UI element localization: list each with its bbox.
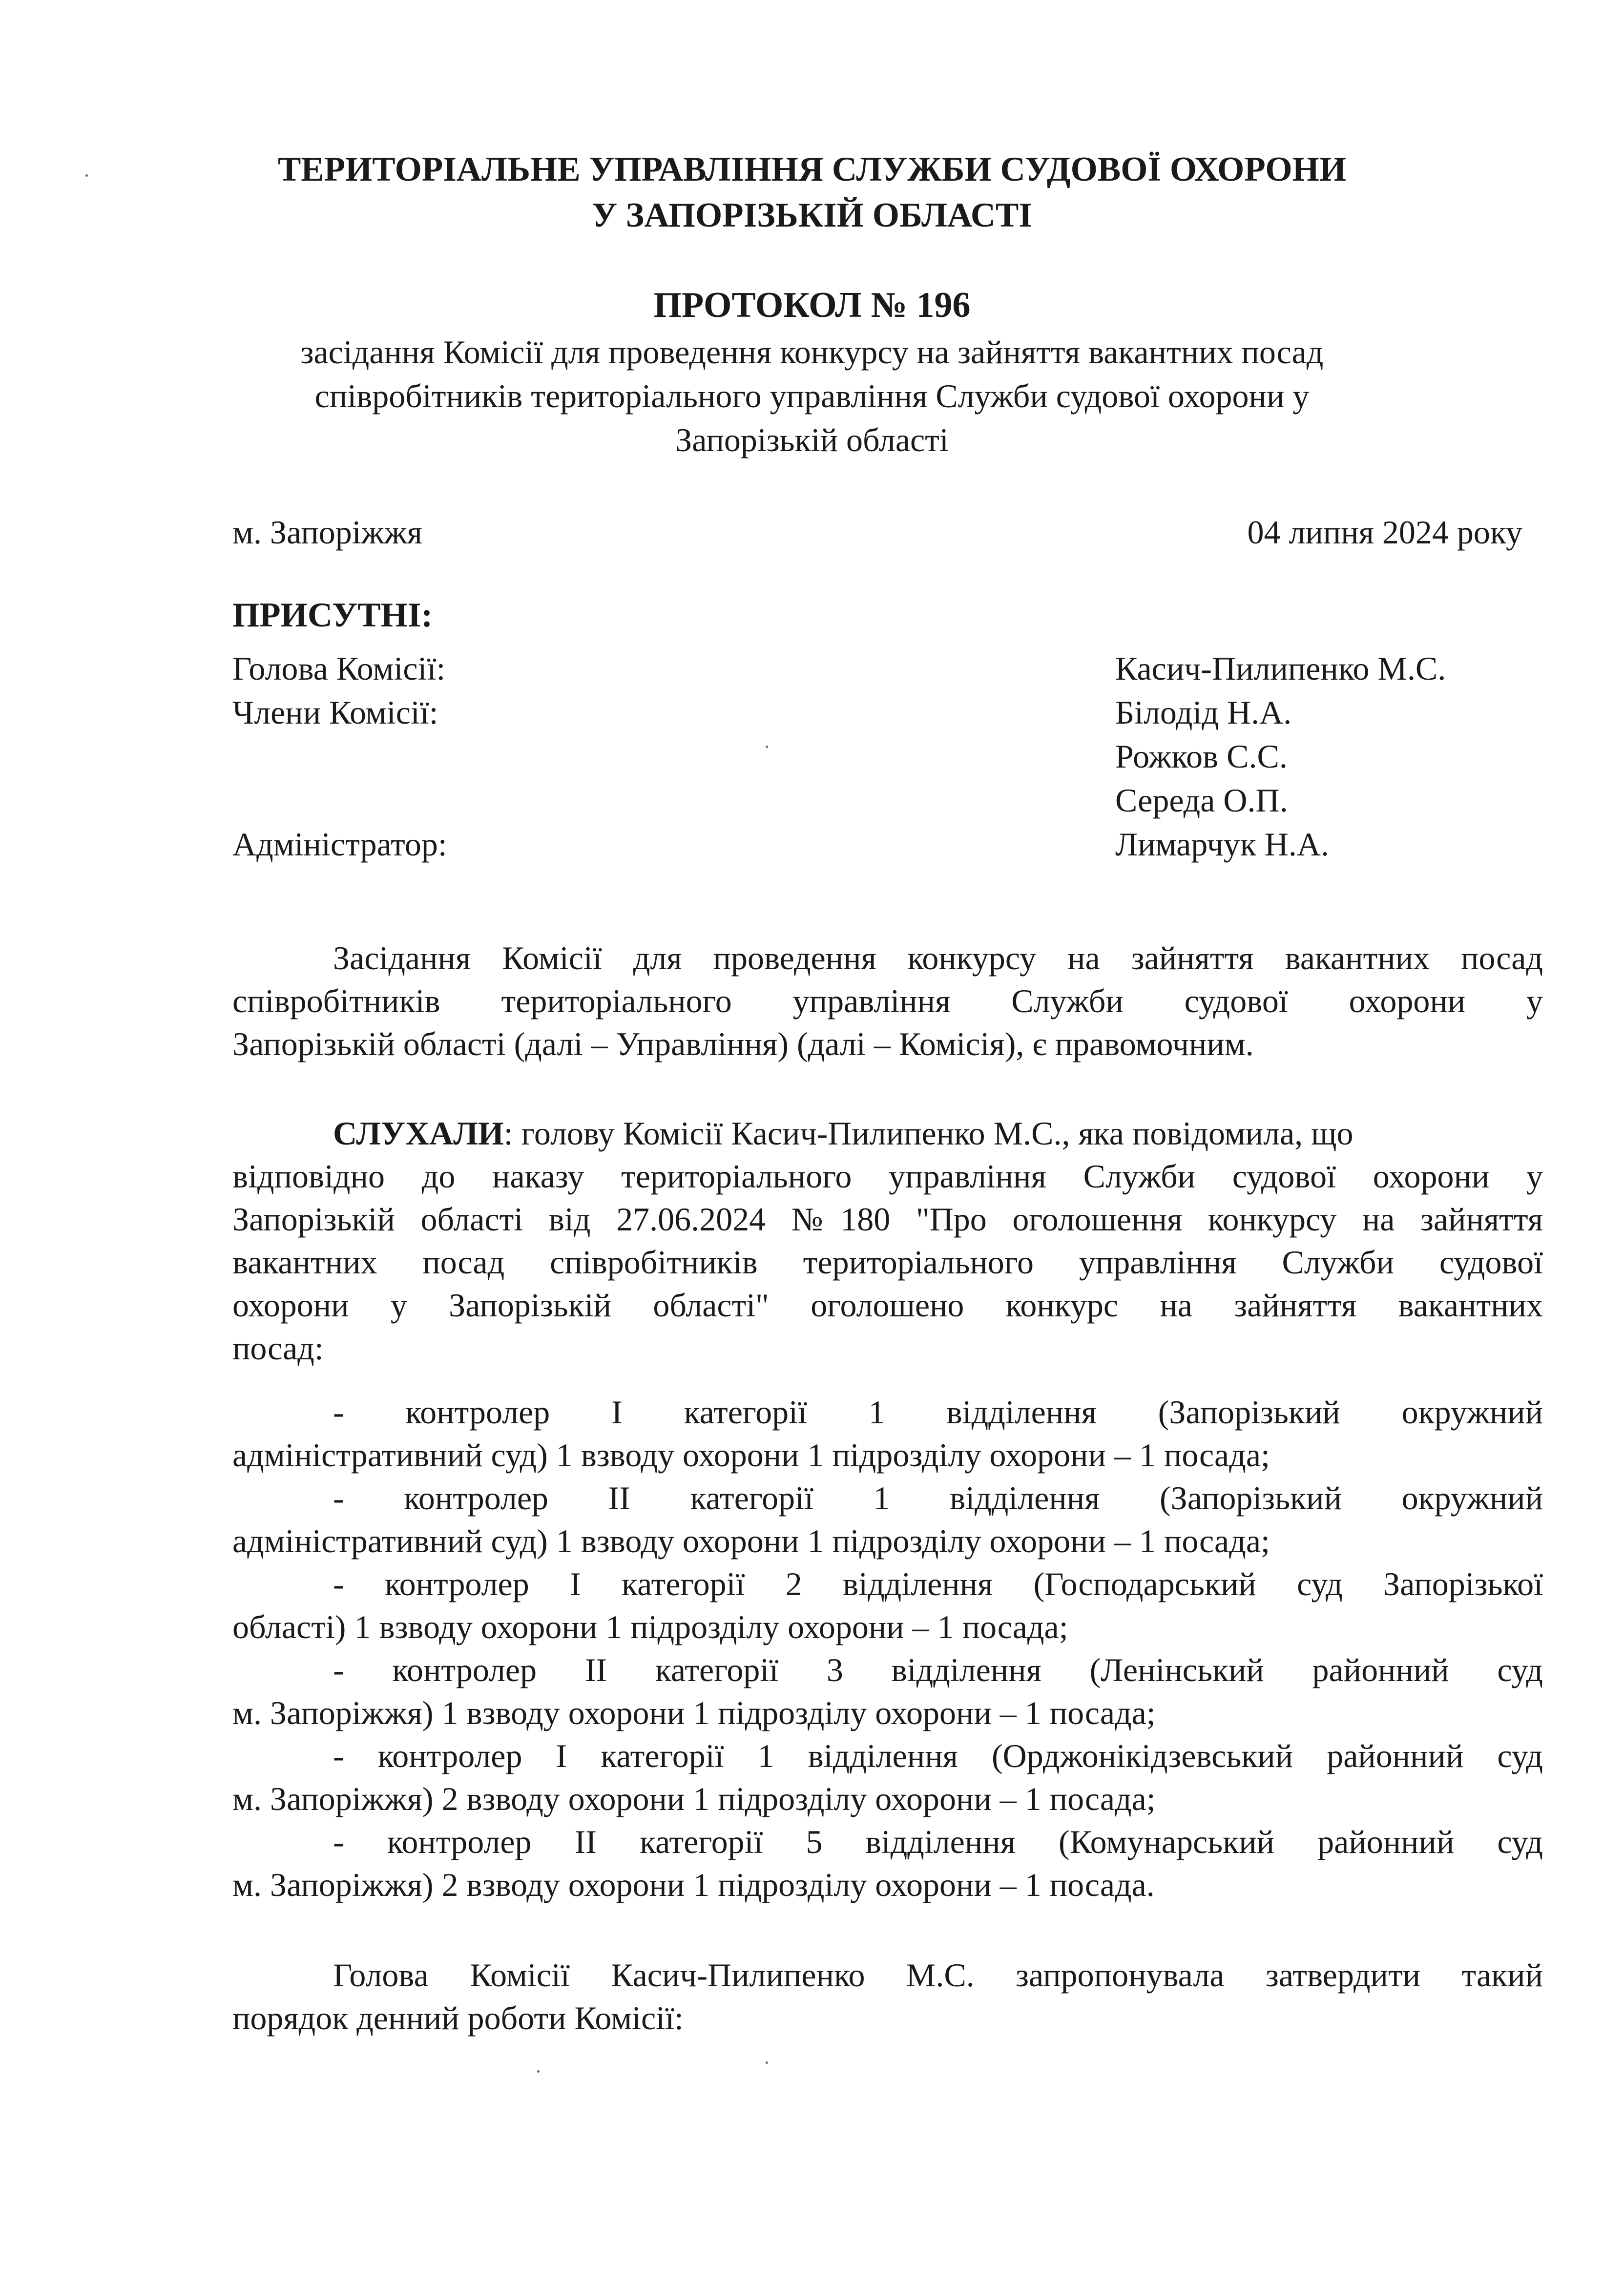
document-date: 04 липня 2024 року (1247, 514, 1522, 551)
closing-line1: Голова Комісії Касич-Пилипенко М.С. запропонувала затвердити такий (333, 1956, 1543, 1994)
closing-line2: порядок денний роботи Комісії: (232, 1999, 684, 2037)
protocol-title: ПРОТОКОЛ № 196 (653, 285, 971, 325)
org-name-line1: ТЕРИТОРІАЛЬНЕ УПРАВЛІННЯ СЛУЖБИ СУДОВОЇ ОХОРОНИ (277, 150, 1347, 188)
document-place: м. Запоріжжя (232, 514, 422, 551)
paragraph-quorum-line3: Запорізькій області (далі – Управління) (далі – Комісія), є правомочним. (232, 1025, 1254, 1062)
position-item-line1: - контролер ІІ категорії 3 відділення (Ленінський районний суд (333, 1651, 1543, 1688)
protocol-subtitle-line2: співробітників територіального управління Служби судової охорони у (314, 377, 1310, 415)
position-item-line2: м. Запоріжжя) 2 взводу охорони 1 підрозділу охорони – 1 посада; (232, 1780, 1156, 1817)
heard-line3: Запорізькій області від 27.06.2024 №180 "Про оголошення конкурсу на зайняття (232, 1201, 1543, 1238)
paragraph-quorum-line1: Засідання Комісії для проведення конкурсу на зайняття вакантних посад (333, 939, 1543, 977)
position-item-line2: м. Запоріжжя) 2 взводу охорони 1 підрозділу охорони – 1 посада. (232, 1866, 1155, 1903)
heard-line5: охорони у Запорізькій області" оголошено конкурс на зайняття вакантних (232, 1287, 1543, 1324)
position-item-line1: - контролер ІІ категорії 5 відділення (Комунарський районний суд (333, 1823, 1543, 1860)
heard-line1-text: : голову Комісії Касич-Пилипенко М.С., яка повідомила, що (503, 1115, 1353, 1152)
scan-speck (766, 746, 768, 748)
position-item-line2: області) 1 взводу охорони 1 підрозділу охорони – 1 посада; (232, 1608, 1068, 1645)
member-name: Рожков С.С. (1115, 738, 1288, 775)
scan-speck (766, 2061, 768, 2064)
protocol-subtitle-line1: засідання Комісії для проведення конкурсу на зайняття вакантних посад (300, 333, 1324, 371)
scan-speck (85, 174, 88, 177)
chair-name: Касич-Пилипенко М.С. (1115, 650, 1446, 687)
paragraph-quorum-line2: співробітників територіального управління Служби судової охорони у (232, 982, 1543, 1020)
position-item-line1: - контролер І категорії 1 відділення (Орджонікідзевський районний суд (333, 1737, 1543, 1774)
member-name: Середа О.П. (1115, 782, 1288, 819)
admin-name: Лимарчук Н.А. (1115, 826, 1330, 863)
position-item-line2: адміністративний суд) 1 взводу охорони 1 підрозділу охорони – 1 посада; (232, 1522, 1270, 1560)
position-item-line1: - контролер І категорії 2 відділення (Господарський суд Запорізької (333, 1565, 1543, 1602)
position-item-line1: - контролер ІІ категорії 1 відділення (Запорізький окружний (333, 1479, 1543, 1517)
heard-line6: посад: (232, 1330, 324, 1367)
attendees-heading: ПРИСУТНІ: (232, 596, 433, 634)
members-label: Члени Комісії: (232, 694, 438, 731)
protocol-subtitle-line3: Запорізькій області (675, 421, 949, 458)
position-item-line2: м. Запоріжжя) 1 взводу охорони 1 підрозділу охорони – 1 посада; (232, 1694, 1156, 1731)
heard-line2: відповідно до наказу територіального управління Служби судової охорони у (232, 1158, 1543, 1195)
heard-line4: вакантних посад співробітників територіального управління Служби судової (232, 1244, 1543, 1281)
position-item-line2: адміністративний суд) 1 взводу охорони 1 підрозділу охорони – 1 посада; (232, 1436, 1270, 1474)
position-item-line1: - контролер І категорії 1 відділення (Запорізький окружний (333, 1394, 1543, 1431)
chair-label: Голова Комісії: (232, 650, 446, 687)
org-name-line2: У ЗАПОРІЗЬКІЙ ОБЛАСТІ (591, 196, 1033, 234)
heard-label: СЛУХАЛИ (333, 1115, 504, 1152)
member-name: Білодід Н.А. (1115, 694, 1292, 731)
scan-speck (537, 2070, 540, 2073)
heard-line1 (333, 1112, 1353, 1155)
admin-label: Адміністратор: (232, 826, 447, 863)
